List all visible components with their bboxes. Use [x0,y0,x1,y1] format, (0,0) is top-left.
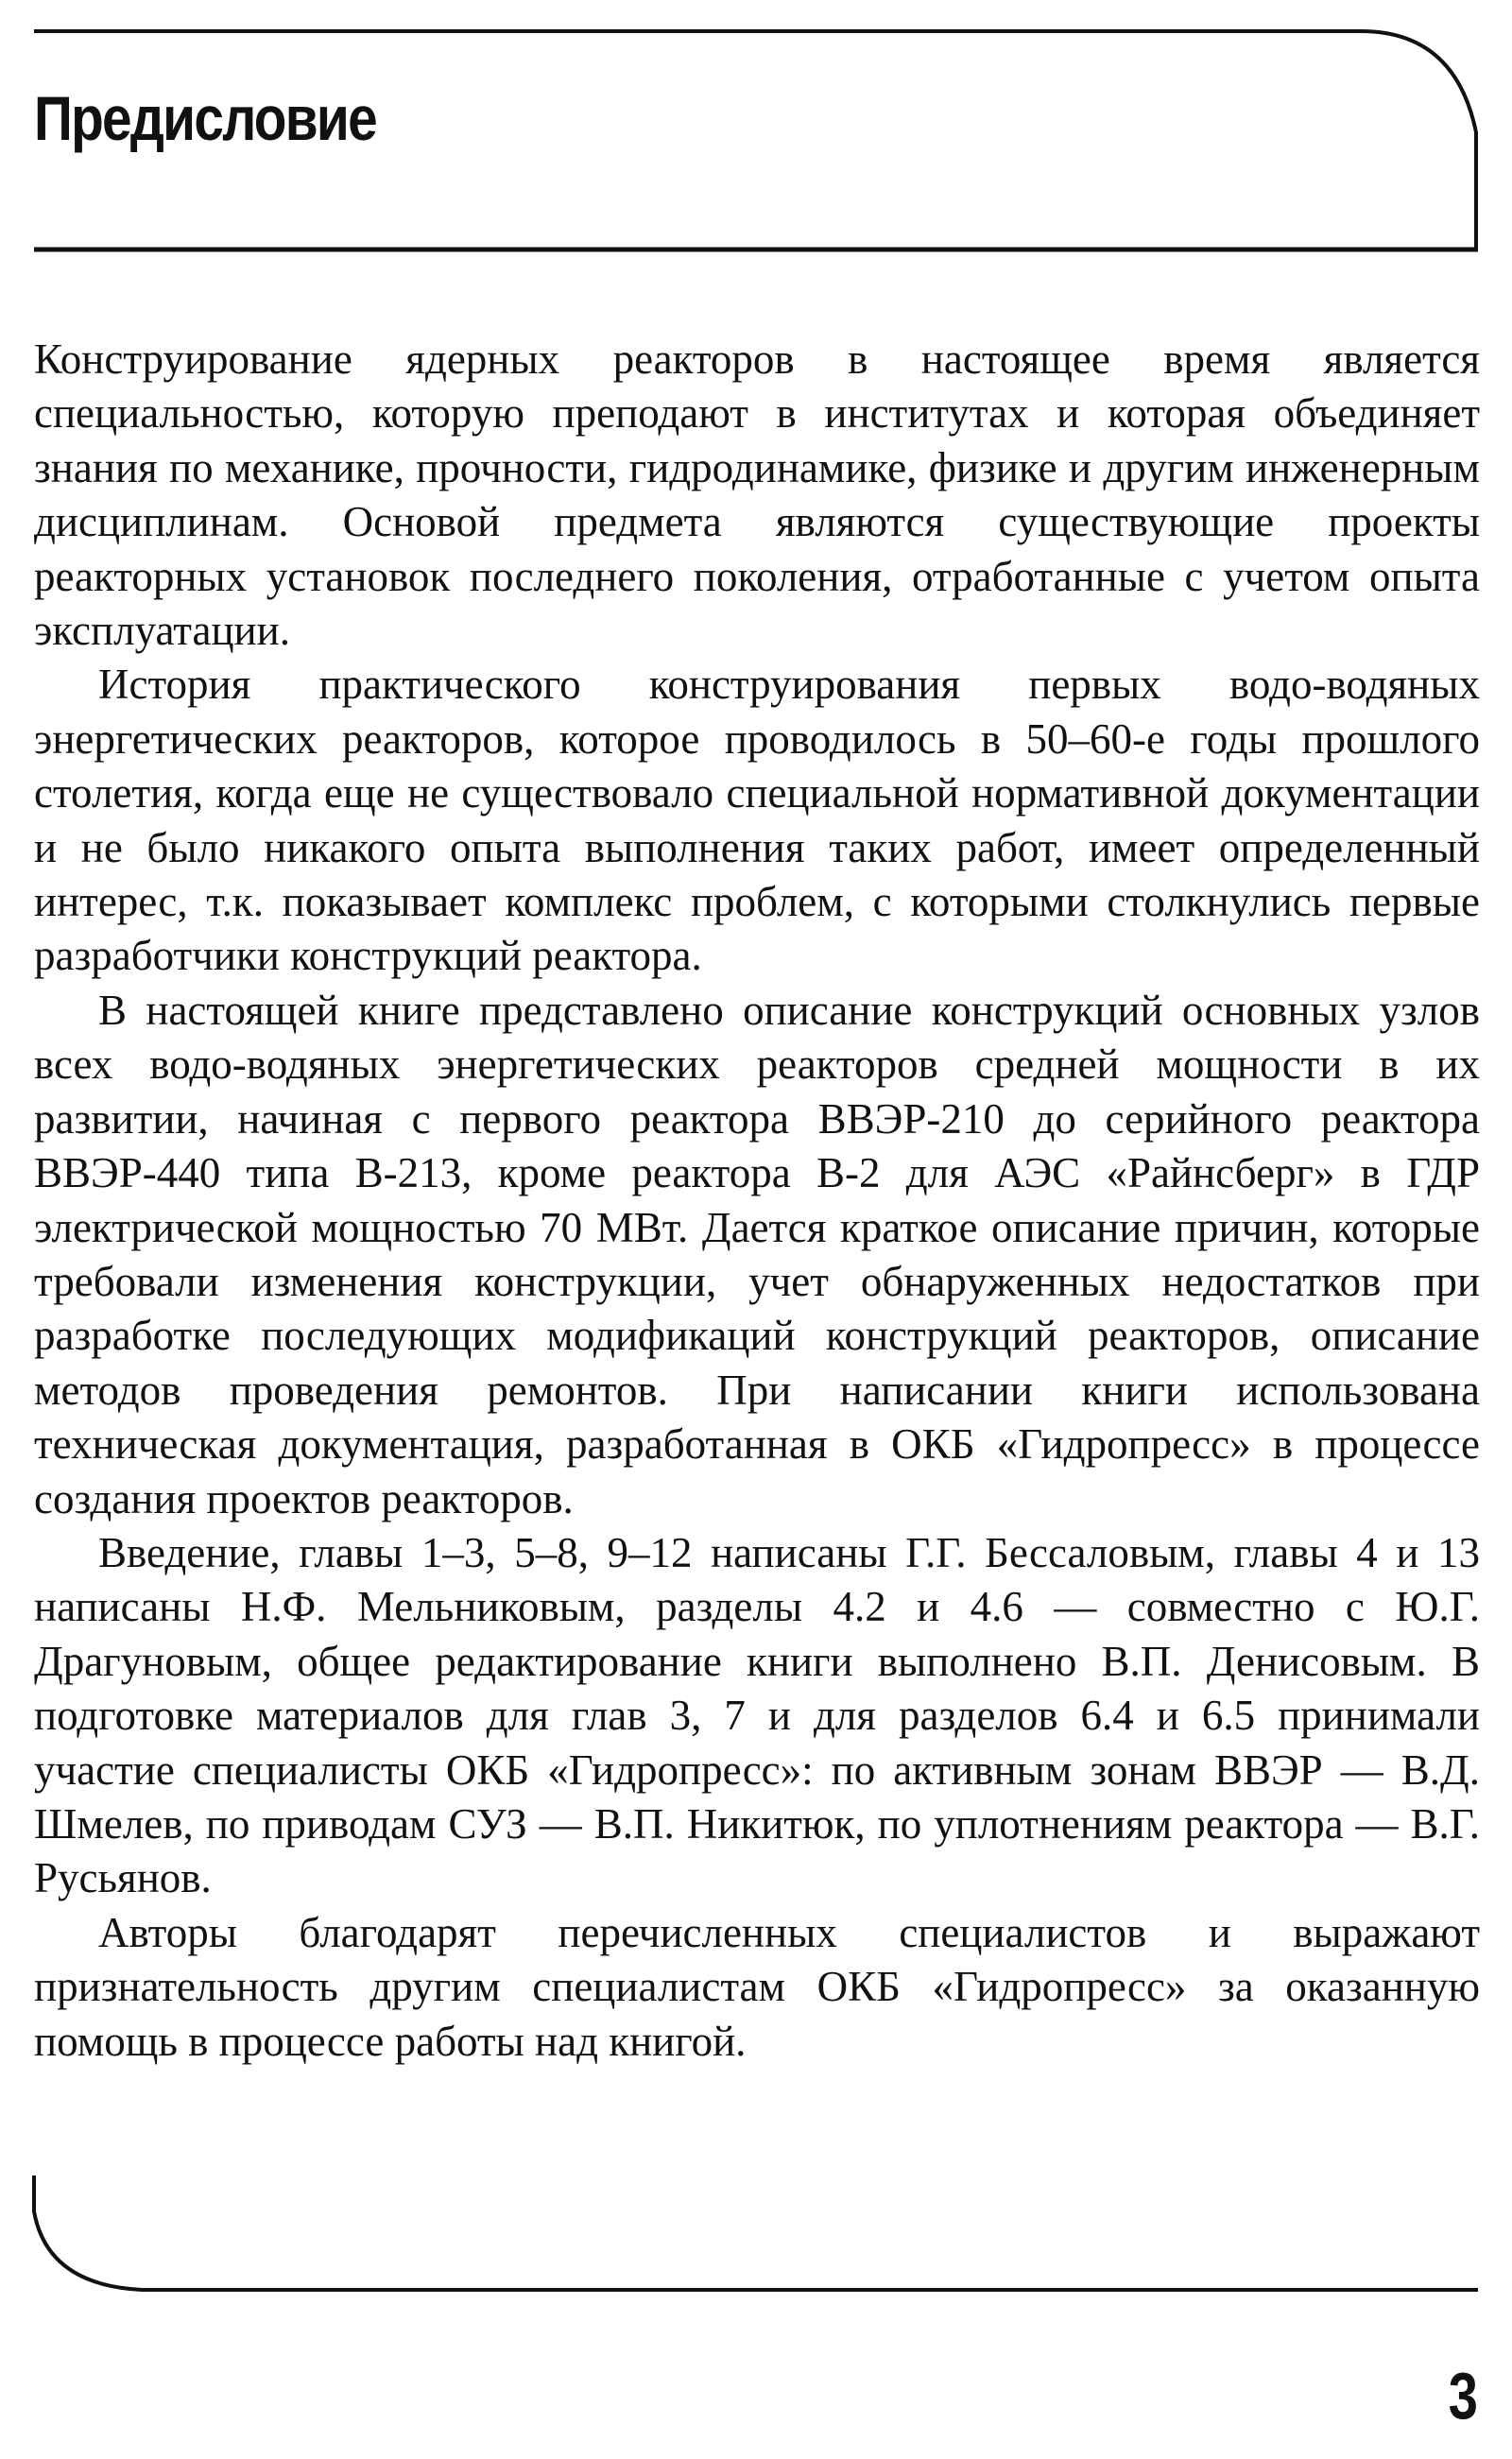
bottom-frame-curve [34,2175,1478,2290]
paragraph: Авторы благодарят перечисленных специалистов и выражают признательность другим специалистам ОКБ «Гидропресс» за оказанную помощь в процессе работы над книгой. [34,1908,1480,2065]
paragraph: Конструирование ядерных реакторов в настоящее время является специальностью, которую преподают в институтах и которая объединяет знания по механике, прочности, гидродинамике, физике и другим инженерным дисциплинам. Основой предмета являются существующие проекты реакторных установок последнего поколения, отработанные с учетом опыта эксплуатации. [34,335,1480,655]
paragraph: История практического конструирования первых водо-водяных энергетических реакторов, которое проводилось в 50–60-е годы прошлого столетия, когда еще не существовало специальной нормативной документации и не было никакого опыта выполнения таких работ, имеет определенный интерес, т.к. показывает комплекс проблем, с которыми столкнулись первые разработчики конструкций реактора. [34,661,1480,980]
page-title: Предисловие [34,83,376,153]
paragraph: В настоящей книге представлено описание конструкций основных узлов всех водо-водяных энергетических реакторов средней мощности в их развитии, начиная с первого реактора ВВЭР-210 до серийного реактора ВВЭР-440 типа В-213, кроме реактора В-2 для АЭС «Райнсберг» в ГДР электрической мощностью 70 МВт. Дается краткое описание причин, которые требовали изменения конструкции, учет обнаруженных недостатков при разработке последующих модификаций конструкций реакторов, описание методов проведения ремонтов. При написании книги использована техническая документация, разработанная в ОКБ «Гидропресс» в процессе создания проектов реакторов. [34,986,1480,1522]
preface-text [34,333,1480,2069]
page-number: 3 [1448,2359,1478,2433]
paragraph: Введение, главы 1–3, 5–8, 9–12 написаны Г.Г. Бессаловым, главы 4 и 13 написаны Н.Ф. Мельниковым, разделы 4.2 и 4.6 — совместно с Ю.Г. Драгуновым, общее редактирование книги выполнено В.П. Денисовым. В подготовке материалов для глав 3, 7 и для разделов 6.4 и 6.5 принимали участие специалисты ОКБ «Гидропресс»: по активным зонам ВВЭР — В.Д. Шмелев, по приводам СУЗ — В.П. Никитюк, по уплотнениям реактора — В.Г. Русьянов. [34,1528,1480,1902]
